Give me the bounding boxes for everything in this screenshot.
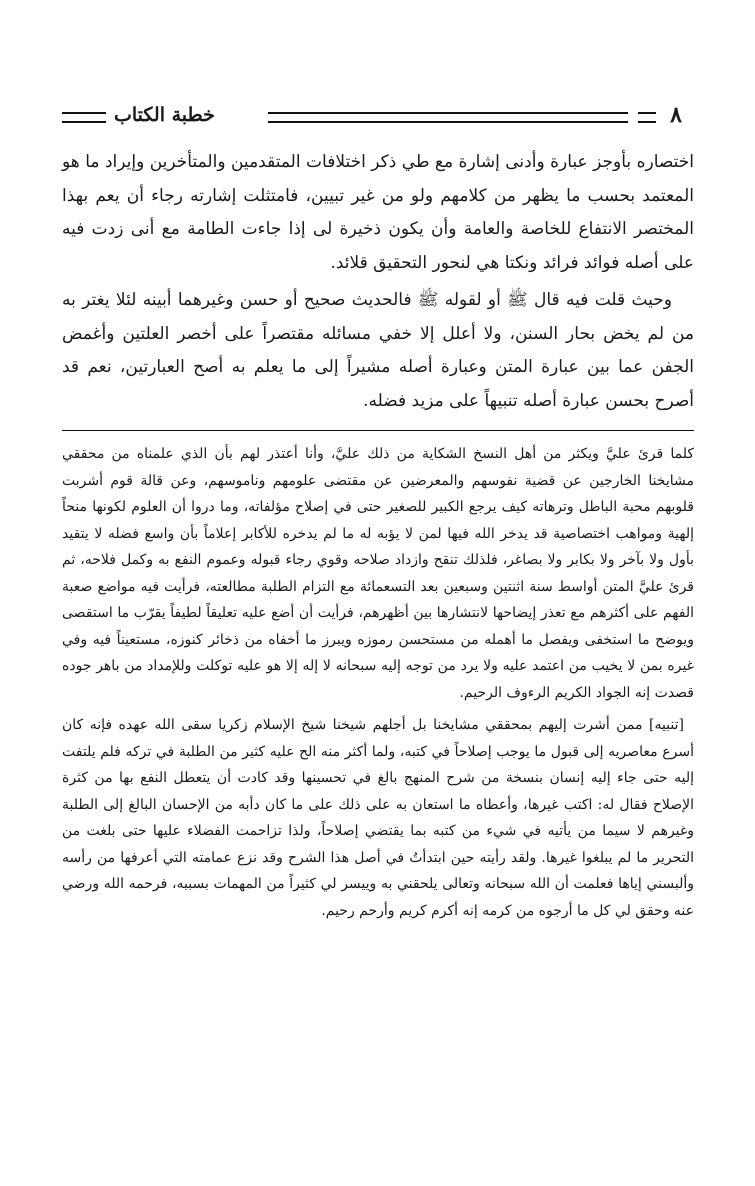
main-paragraph: وحيث قلت فيه قال ﷺ أو لقوله ﷺ فالحديث صحيح أو حسن وغيرهما أبينه لئلا يغتر به من لم يخض بحار السنن، ولا أعلل إلا خفي مسائله مقتصراً على أخصر العلتين وأغمض الجفن عما بين عبارة المتن وعبارة أصله مشيراً إلى ما يعلم به أصح العبارتين، نعم قد أصرح بحسن عبارة أصله تنبيهاً على مزيد فضله. <box>62 290 694 411</box>
header-rule-long <box>268 112 628 123</box>
footnote-divider <box>62 430 694 431</box>
page-number: ٨ <box>670 102 682 128</box>
header-rule-end <box>62 112 106 123</box>
footnote-paragraph: [تنبيه] ممن أشرت إليهم بمحققي مشايخنا بل أجلهم شيخنا شيخ الإسلام زكريا سقى الله عهده فإنه كان أسرع معاصريه إلى قبول ما يوجب إصلاحاً في كتبه، ولما أكثر منه الح عليه كثير من الطلبة في تركه فلم يلتفت إليه حتى جاء إليه إنسان بنسخة من شرح المنهج بالغ في تحسينها وقد كادت أن يتعطل النفع بها من كثرة الإصلاح فقال له: اكتب غيرها، وأعطاه ما استعان به على ذلك على ما كان دأبه من الإحسان البالغ إلى الطلبة وغيرهم لا سيما من يأتيه في شيء من كتبه بما يقتضي إصلاحاً، ولذا تزاحمت الفضلاء عليها حتى بلغت من التحرير ما لم يبلغوا غيرها. ولقد رأيته حين ابتدأتُ في أصل هذا الشرح وقد نزع عمامته التي أعرفها من رأسه وألبسني إياها فعلمت أن الله سبحانه وتعالى يلحقني به وييسر لي كثيراً من المهمات بسببه، فرحمه الله ورضي عنه وحقق لي كل ما أرجوه من كرمه إنه أكرم كريم وأرحم رحيم. <box>62 717 694 919</box>
footnotes <box>62 441 694 924</box>
document-page <box>62 100 694 924</box>
running-title: خطبة الكتاب <box>114 104 215 126</box>
footnote-paragraph: كلما قرئ عليَّ ويكثر من أهل النسخ الشكاية من ذلك عليَّ، وأنا أعتذر لهم بأن الذي علمناه من محققي مشايخنا الخارجين عن قضية نفوسهم والمعرضين عن مقتضى علومهم وناموسهم، وعن قالة قوم أشربت قلوبهم محبة الباطل وترهاته كيف يرجع الكبير للصغير حتى في إصلاح مؤلفاته، وما دروا أن العلوم لكونها منحاً إلهية ومواهب اختصاصية قد يدخر الله فيها لمن لا يؤبه له ما لم يدخره للأكابر إعلاماً بأن واسع فضله لا يتقيد بأول ولا بآخر ولا بكابر ولا بصاغر، فلذلك تنقح وازداد صلاحه وقوي رجاء قبوله وعموم النفع به وكمل فلاحه، ثم قرئ عليَّ المتن أواسط سنة اثنتين وسبعين بعد التسعمائة مع التزام الطلبة مطالعته، فرأيت فيه مواضع صعبة الفهم على أكثرهم مع تعذر إيضاحها لانتشارها بين أظهرهم، فرأيت أن أضع عليه تعليقاً لطيفاً يقرّب ما استقصى ويوضح ما استخفى ويفصل ما أهمله من مستحسن رموزه ويبرز ما أخفاه من ذخائر كنوزه، مستعيناً فيه وفي غيره بمن لا يخيب من اعتمد عليه ولا يرد من توجه إليه سبحانه لا إله إلا هو عليه توكلت وللإمداد من باهر جوده قصدت إنه الجواد الكريم الرءوف الرحيم. <box>62 446 694 701</box>
main-paragraph: اختصاره بأوجز عبارة وأدنى إشارة مع طي ذكر اختلافات المتقدمين والمتأخرين وإيراد ما هو المعتمد بحسب ما يظهر من كلامهم ولو من غير تبيين، فامتثلت إشارته رجاء أن يعم بهذا المختصر الانتفاع للخاصة والعامة وأن يكون ذخيرة لى إذا جاءت الطامة مع أنى زدت فيه على أصله فوائد فرائد ونكتا هي لنحور التحقيق قلائد. <box>62 152 694 273</box>
page-header <box>62 100 694 136</box>
header-rule-short <box>638 112 656 123</box>
main-text <box>62 146 694 418</box>
